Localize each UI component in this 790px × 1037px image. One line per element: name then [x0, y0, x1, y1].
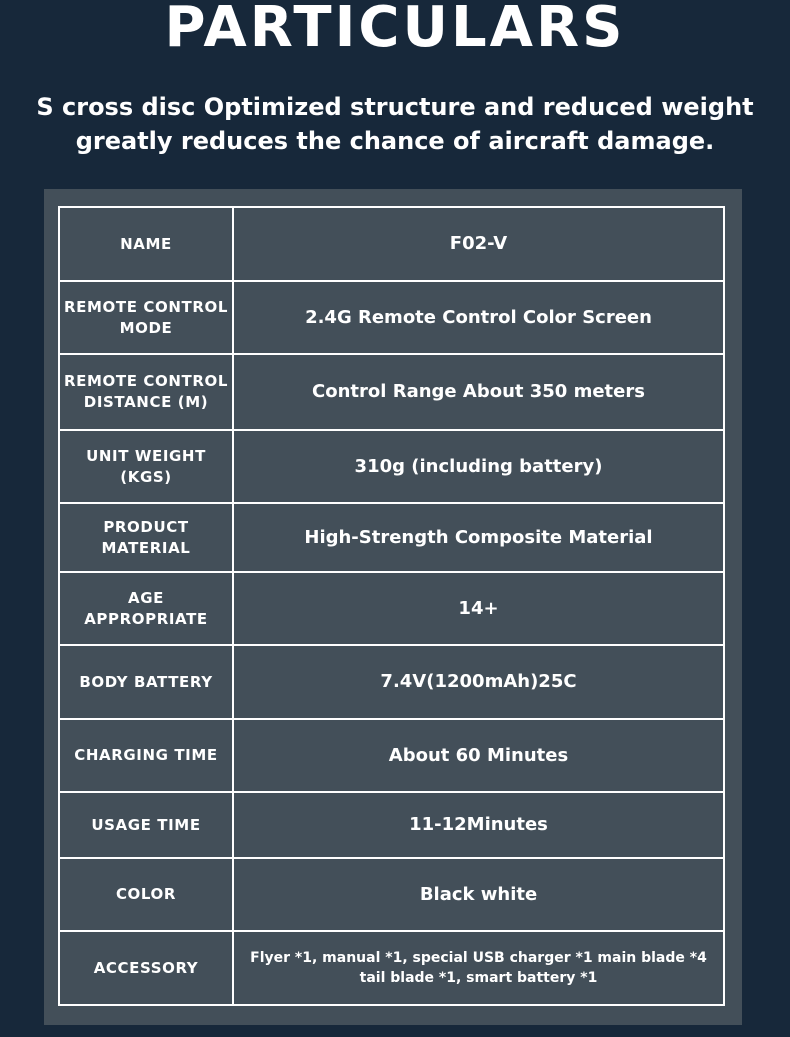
spec-value: Flyer *1, manual *1, special USB charger *1 main blade *4 tail blade *1, smart battery *1	[233, 931, 724, 1005]
spec-row-unit-weight	[59, 430, 724, 503]
spec-label: COLOR	[59, 858, 233, 931]
spec-label: AGE APPROPRIATE	[59, 572, 233, 645]
spec-value: F02-V	[233, 207, 724, 281]
spec-label: REMOTE CONTROL DISTANCE (M)	[59, 354, 233, 430]
spec-label: ACCESSORY	[59, 931, 233, 1005]
spec-value: Black white	[233, 858, 724, 931]
spec-label: CHARGING TIME	[59, 719, 233, 792]
spec-row-age-appropriate	[59, 572, 724, 645]
spec-value: 2.4G Remote Control Color Screen	[233, 281, 724, 354]
subtitle	[0, 90, 790, 158]
spec-value: Control Range About 350 meters	[233, 354, 724, 430]
spec-row-remote-control-distance	[59, 354, 724, 430]
spec-label: BODY BATTERY	[59, 645, 233, 719]
page-title: PARTICULARS	[164, 0, 626, 60]
spec-row-product-material	[59, 503, 724, 572]
spec-row-color	[59, 858, 724, 931]
spec-value: 310g (including battery)	[233, 430, 724, 503]
spec-value: 7.4V(1200mAh)25C	[233, 645, 724, 719]
spec-label: USAGE TIME	[59, 792, 233, 858]
spec-value: High-Strength Composite Material	[233, 503, 724, 572]
spec-label: PRODUCT MATERIAL	[59, 503, 233, 572]
spec-row-name	[59, 207, 724, 281]
spec-value: 11-12Minutes	[233, 792, 724, 858]
spec-value: 14+	[233, 572, 724, 645]
spec-row-usage-time	[59, 792, 724, 858]
spec-value: About 60 Minutes	[233, 719, 724, 792]
spec-row-remote-control-mode	[59, 281, 724, 354]
spec-label: REMOTE CONTROL MODE	[59, 281, 233, 354]
spec-row-accessory	[59, 931, 724, 1005]
spec-label: NAME	[59, 207, 233, 281]
spec-row-charging-time	[59, 719, 724, 792]
spec-row-body-battery	[59, 645, 724, 719]
spec-table	[58, 206, 725, 1006]
subtitle-line-2: greatly reduces the chance of aircraft damage.	[75, 127, 715, 155]
subtitle-line-1: S cross disc Optimized structure and reduced weight	[36, 93, 754, 121]
spec-label: UNIT WEIGHT (KGS)	[59, 430, 233, 503]
